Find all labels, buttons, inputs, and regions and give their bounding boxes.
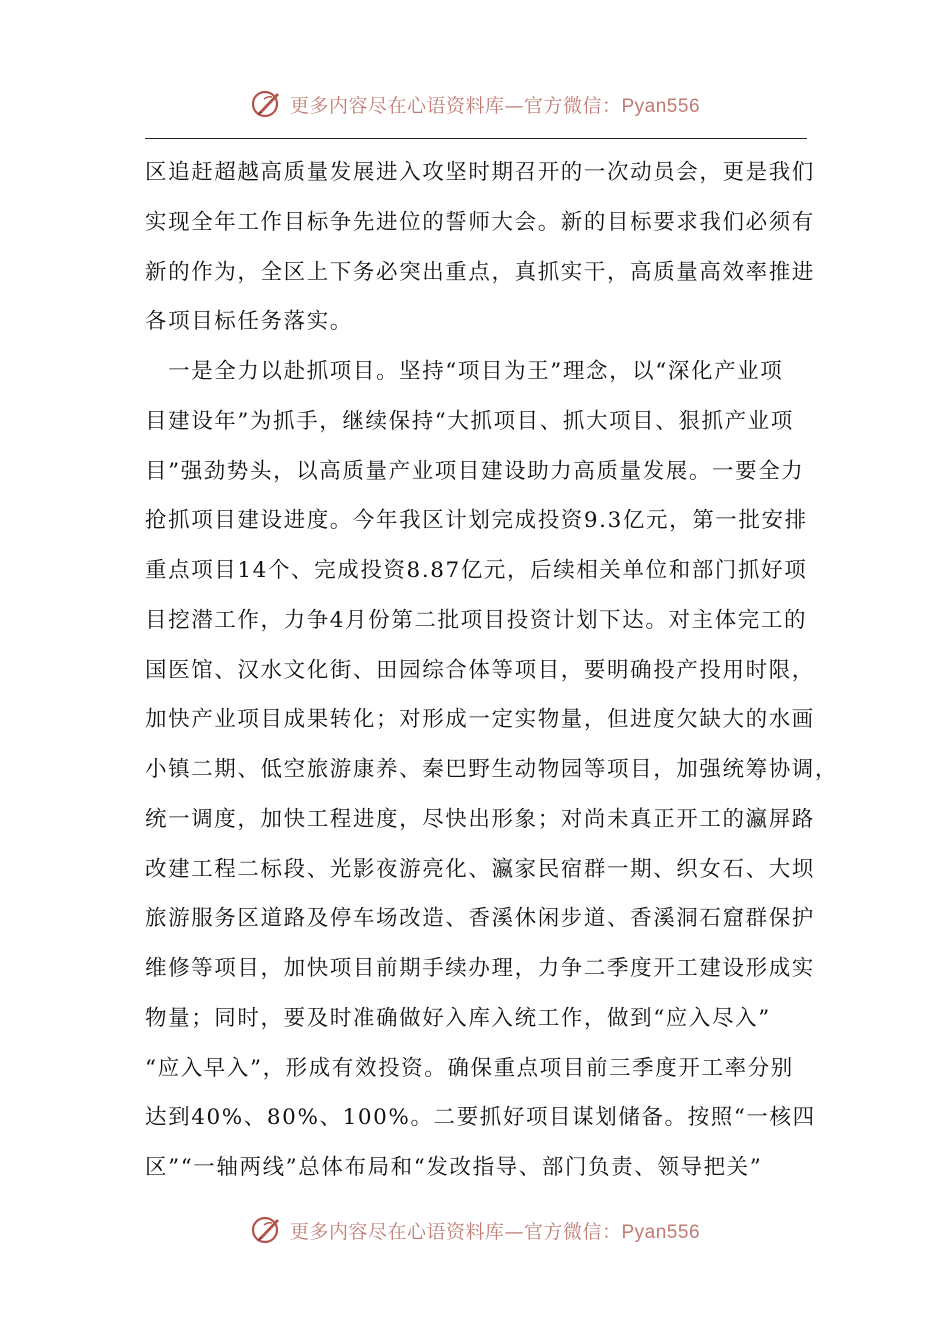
text-line: 物量；同时，要及时准确做好入库入统工作，做到“应入尽入” [145,1005,771,1031]
text-line: 加快产业项目成果转化；对形成一定实物量，但进度欠缺大的水画 [145,707,815,733]
text-line: 目建设年”为抓手，继续保持“大抓项目、抓大项目、狠抓产业项 [145,408,794,434]
footer-banner-label: 更多内容尽在心语资料库—官方微信： [289,1220,622,1243]
header-divider [145,138,807,139]
text-line: 目挖潜工作，力争4月份第二批项目投资计划下达。对主体完工的 [145,607,808,633]
header-banner [0,84,950,124]
text-line: 区追赶超越高质量发展进入攻坚时期召开的一次动员会，更是我们 [145,160,815,185]
footer-banner-text [290,1217,700,1244]
header-wechat-id: Pyan556 [621,95,701,117]
footer-banner [0,1210,950,1250]
text-line: 新的作为，全区上下务必突出重点，真抓实干，高质量高效率推进 [145,259,815,285]
text-line: 重点项目14个、完成投资8.87亿元，后续相关单位和部门抓好项 [145,558,808,583]
text-line: 旅游服务区道路及停车场改造、香溪休闲步道、香溪洞石窟群保护 [145,906,815,932]
text-line: 实现全年工作目标争先进位的誓师大会。新的目标要求我们必须有 [145,209,815,235]
text-line: 区”“一轴两线”总体布局和“发改指导、部门负责、领导把关” [145,1155,763,1180]
text-line: “应入早入”，形成有效投资。确保重点项目前三季度开工率分别 [145,1055,794,1081]
footer-wechat-id: Pyan556 [621,1221,701,1243]
document-body [145,153,839,1198]
text-line: 改建工程二标段、光影夜游亮化、瀛家民宿群一期、织女石、大坝 [145,856,815,882]
text-line: 目”强劲势头，以高质量产业项目建设助力高质量发展。一要全力 [145,458,805,484]
text-line: 小镇二期、低空旅游康养、秦巴野生动物园等项目，加强统筹协调， [145,757,839,782]
text-line: 一是全力以赴抓项目。坚持“项目为王”理念，以“深化产业项 [145,359,784,384]
quill-pen-logo-icon [250,87,284,121]
text-line: 抢抓项目建设进度。今年我区计划完成投资9.3亿元，第一批安排 [145,508,808,534]
header-banner-label: 更多内容尽在心语资料库—官方微信： [289,94,622,117]
text-line: 维修等项目，加快项目前期手续办理，力争二季度开工建设形成实 [145,956,815,981]
text-line: 各项目标任务落实。 [145,309,353,335]
text-line: 统一调度，加快工程进度，尽快出形象；对尚未真正开工的瀛屏路 [145,806,815,832]
text-line: 国医馆、汉水文化街、田园综合体等项目，要明确投产投用时限， [145,657,815,683]
quill-pen-logo-icon [250,1213,284,1247]
text-line: 达到40%、80%、100%。二要抓好项目谋划储备。按照“一核四 [145,1105,816,1131]
header-banner-text [290,91,700,118]
